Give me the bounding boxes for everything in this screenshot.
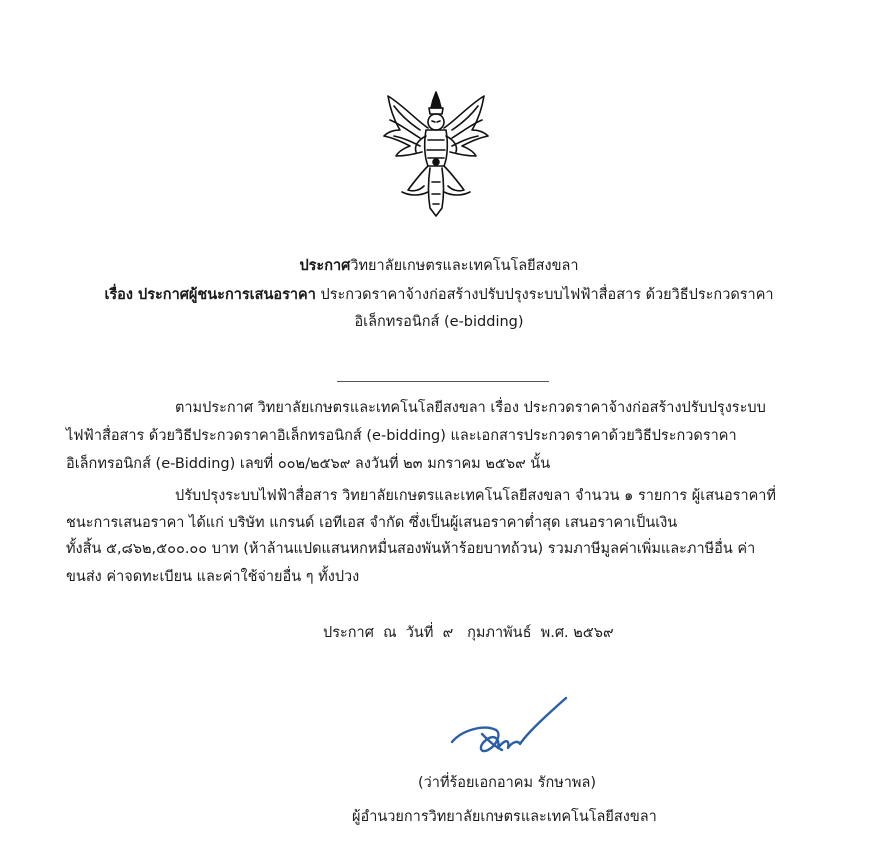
subject-text: ประกวดราคาจ้างก่อสร้างปรับปรุงระบบไฟฟ้าสื่อสาร ด้วยวิธีประกวดราคา [315,287,774,303]
paragraph-2-line-3: ทั้งสิ้น ๕,๘๖๒,๕๐๐.๐๐ บาท (ห้าล้านแปดแสนหกหมื่นสองพันห้าร้อยบาทถ้วน) รวมภาษีมูลค่าเพิ่มและภาษีอื่น ค่า [66,541,756,557]
announcement-issuer [0,255,878,277]
handwritten-signature [448,696,574,766]
paragraph-1-line-2: ไฟฟ้าสื่อสาร ด้วยวิธีประกวดราคาอิเล็กทรอนิกส์ (e-bidding) และเอกสารประกวดราคาด้วยวิธีประกวดราคา [66,428,737,444]
issuer-prefix: ประกาศ [299,258,351,274]
announcement-date: ประกาศ ณ วันที่ ๙ กุมภาพันธ์ พ.ศ. ๒๕๖๙ [323,625,614,641]
paragraph-2-line-4: ขนส่ง ค่าจดทะเบียน และค่าใช้จ่ายอื่น ๆ ทั้งปวง [66,569,360,585]
subject-prefix: เรื่อง ประกาศผู้ชนะการเสนอราคา [104,287,316,303]
signer-position: ผู้อำนวยการวิทยาลัยเกษตรและเทคโนโลยีสงขลา [352,809,657,825]
announcement-subject [0,284,878,306]
paragraph-2-line-1: ปรับปรุงระบบไฟฟ้าสื่อสาร วิทยาลัยเกษตรและเทคโนโลยีสงขลา จำนวน ๑ รายการ ผู้เสนอราคาที่ [175,488,776,504]
signer-name: (ว่าที่ร้อยเอกอาคม รักษาพล) [418,775,597,791]
paragraph-1-line-1: ตามประกาศ วิทยาลัยเกษตรและเทคโนโลยีสงขลา เรื่อง ประกวดราคาจ้างก่อสร้างปรับปรุงระบบ [175,400,766,416]
paragraph-1-line-3: อิเล็กทรอนิกส์ (e-Bidding) เลขที่ ๐๐๒/๒๕๖๙ ลงวันที่ ๒๓ มกราคม ๒๕๖๙ นั้น [66,456,551,472]
garuda-emblem-icon [380,86,492,218]
divider-line [337,381,549,382]
issuer-name: วิทยาลัยเกษตรและเทคโนโลยีสงขลา [350,258,579,274]
paragraph-2-line-2: ชนะการเสนอราคา ได้แก่ บริษัท แกรนด์ เอทีเอส จำกัด ซึ่งเป็นผู้เสนอราคาต่ำสุด เสนอราคาเป็นเงิน [66,515,678,531]
subject-text-continued: อิเล็กทรอนิกส์ (e-bidding) [354,314,524,330]
